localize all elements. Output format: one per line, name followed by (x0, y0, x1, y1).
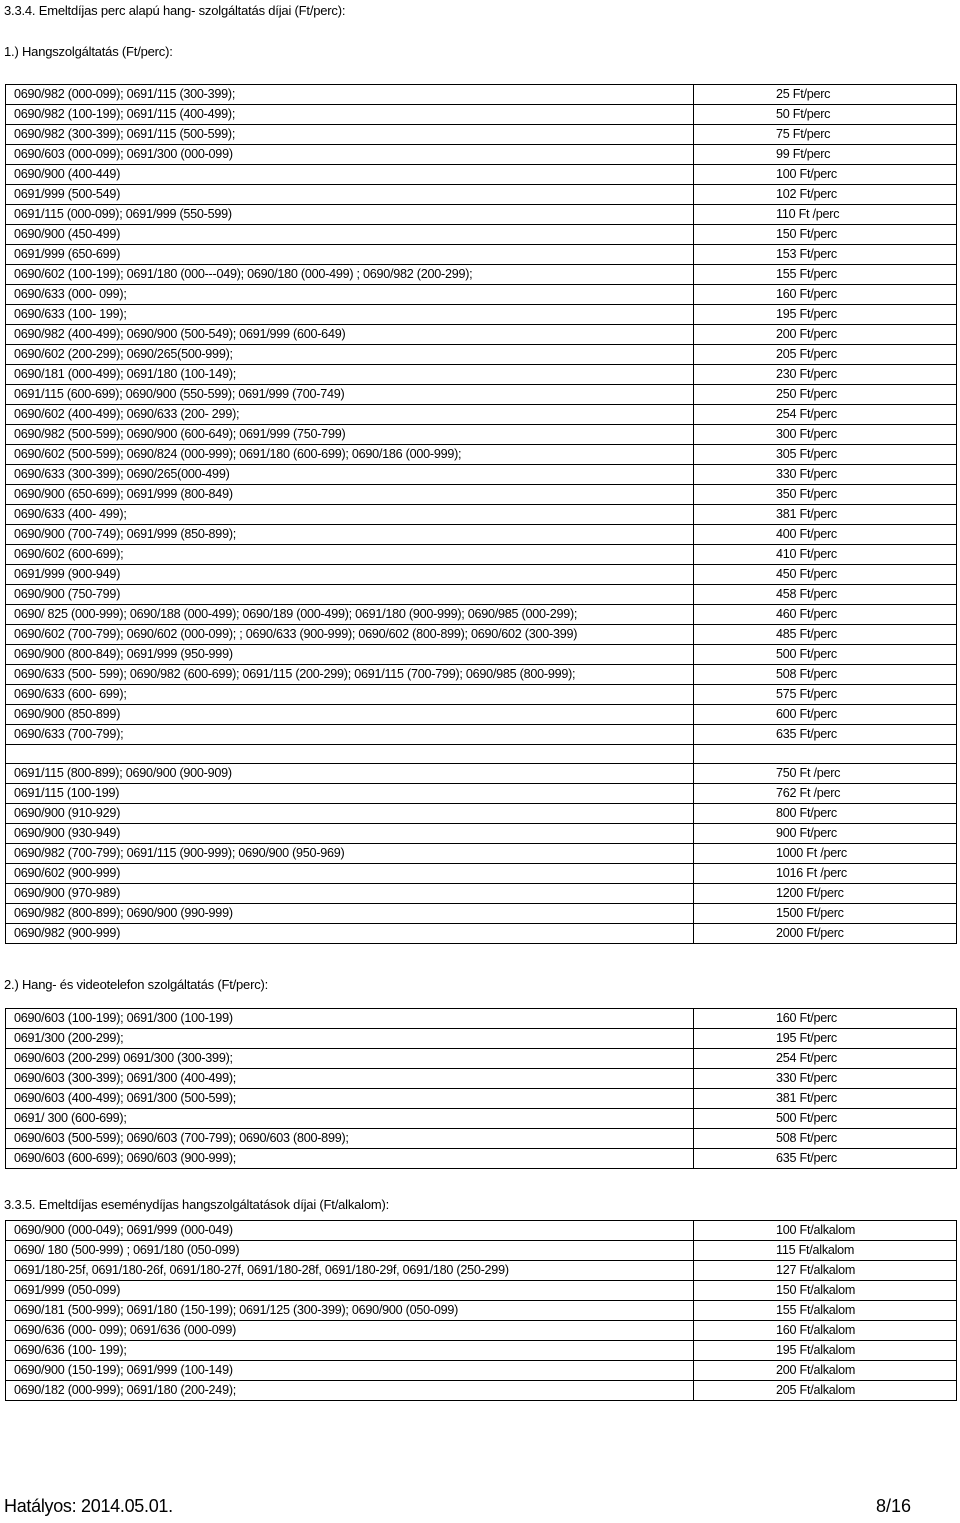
number-range-cell: 0690/603 (600-699); 0690/603 (900-999); (6, 1149, 694, 1169)
table-row (6, 465, 957, 485)
table-row (6, 265, 957, 285)
price-cell: 127 Ft/alkalom (694, 1261, 957, 1281)
price-cell: 155 Ft/perc (694, 265, 957, 285)
table-row (6, 365, 957, 385)
number-range-cell: 0690/900 (700-749); 0691/999 (850-899); (6, 525, 694, 545)
table-row (6, 1381, 957, 1401)
section-title-voice: 1.) Hangszolgáltatás (Ft/perc): (4, 44, 173, 59)
section-title-event: 3.3.5. Emeltdíjas eseménydíjas hangszolgáltatások díjai (Ft/alkalom): (4, 1197, 390, 1212)
price-cell: 153 Ft/perc (694, 245, 957, 265)
number-range-cell: 0690/603 (000-099); 0691/300 (000-099) (6, 145, 694, 165)
table-row (6, 745, 957, 764)
number-range-cell: 0691/999 (500-549) (6, 185, 694, 205)
price-cell: 254 Ft/perc (694, 1049, 957, 1069)
number-range-cell: 0690/603 (500-599); 0690/603 (700-799); 0690/603 (800-899); (6, 1129, 694, 1149)
price-cell: 150 Ft/alkalom (694, 1281, 957, 1301)
table-row (6, 1109, 957, 1129)
number-range-cell: 0690/602 (500-599); 0690/824 (000-999); 0691/180 (600-699); 0690/186 (000-999); (6, 445, 694, 465)
number-range-cell: 0690/633 (300-399); 0690/265(000-499) (6, 465, 694, 485)
price-cell: 110 Ft /perc (694, 205, 957, 225)
price-cell: 75 Ft/perc (694, 125, 957, 145)
price-cell: 155 Ft/alkalom (694, 1301, 957, 1321)
price-cell: 458 Ft/perc (694, 585, 957, 605)
number-range-cell: 0690/603 (400-499); 0691/300 (500-599); (6, 1089, 694, 1109)
table-row (6, 1009, 957, 1029)
table-row (6, 864, 957, 884)
number-range-cell: 0690/ 180 (500-999) ; 0691/180 (050-099) (6, 1241, 694, 1261)
table-row (6, 924, 957, 944)
table-row (6, 525, 957, 545)
price-cell: 900 Ft/perc (694, 824, 957, 844)
number-range-cell: 0690/603 (100-199); 0691/300 (100-199) (6, 1009, 694, 1029)
number-range-cell: 0690/633 (100- 199); (6, 305, 694, 325)
number-range-cell: 0690/900 (450-499) (6, 225, 694, 245)
price-cell: 330 Ft/perc (694, 465, 957, 485)
number-range-cell: 0690/602 (900-999) (6, 864, 694, 884)
table-row (6, 165, 957, 185)
number-range-cell: 0690/900 (000-049); 0691/999 (000-049) (6, 1221, 694, 1241)
price-cell: 410 Ft/perc (694, 545, 957, 565)
table-row (6, 485, 957, 505)
price-cell: 100 Ft/alkalom (694, 1221, 957, 1241)
videophone-price-rows (6, 1009, 957, 1169)
table-row (6, 824, 957, 844)
table-row (6, 185, 957, 205)
number-range-cell: 0690/633 (000- 099); (6, 285, 694, 305)
table-row (6, 325, 957, 345)
price-cell: 305 Ft/perc (694, 445, 957, 465)
price-cell: 500 Ft/perc (694, 1109, 957, 1129)
number-range-cell: 0690/636 (000- 099); 0691/636 (000-099) (6, 1321, 694, 1341)
table-row (6, 645, 957, 665)
table-row (6, 1341, 957, 1361)
price-cell: 25 Ft/perc (694, 85, 957, 105)
videophone-price-table (5, 1008, 957, 1169)
table-row (6, 345, 957, 365)
number-range-cell: 0690/900 (400-449) (6, 165, 694, 185)
number-range-cell: 0690/982 (400-499); 0690/900 (500-549); 0691/999 (600-649) (6, 325, 694, 345)
table-row (6, 665, 957, 685)
table-row (6, 1029, 957, 1049)
number-range-cell: 0690/982 (500-599); 0690/900 (600-649); 0691/999 (750-799) (6, 425, 694, 445)
price-cell: 205 Ft/alkalom (694, 1381, 957, 1401)
table-row (6, 1129, 957, 1149)
price-cell: 500 Ft/perc (694, 645, 957, 665)
number-range-cell: 0690/900 (850-899) (6, 705, 694, 725)
table-row (6, 784, 957, 804)
number-range-cell: 0690/633 (500- 599); 0690/982 (600-699); 0691/115 (200-299); 0691/115 (700-799); 0690/985 (800-999); (6, 665, 694, 685)
price-cell: 381 Ft/perc (694, 1089, 957, 1109)
price-cell: 195 Ft/perc (694, 1029, 957, 1049)
price-cell: 600 Ft/perc (694, 705, 957, 725)
table-row (6, 245, 957, 265)
table-row (6, 1089, 957, 1109)
table-row (6, 125, 957, 145)
price-cell: 150 Ft/perc (694, 225, 957, 245)
number-range-cell: 0690/900 (970-989) (6, 884, 694, 904)
table-row (6, 105, 957, 125)
number-range-cell: 0690/633 (700-799); (6, 725, 694, 745)
table-row (6, 804, 957, 824)
price-cell: 160 Ft/perc (694, 1009, 957, 1029)
price-cell: 330 Ft/perc (694, 1069, 957, 1089)
number-range-cell: 0690/633 (600- 699); (6, 685, 694, 705)
number-range-cell: 0691/180-25f, 0691/180-26f, 0691/180-27f, 0691/180-28f, 0691/180-29f, 0691/180 (250-299) (6, 1261, 694, 1281)
price-cell: 230 Ft/perc (694, 365, 957, 385)
price-cell: 115 Ft/alkalom (694, 1241, 957, 1261)
section-title-videophone: 2.) Hang- és videotelefon szolgáltatás (Ft/perc): (4, 977, 269, 992)
price-cell: 200 Ft/perc (694, 325, 957, 345)
number-range-cell: 0690/602 (600-699); (6, 545, 694, 565)
number-range-cell: 0690/602 (200-299); 0690/265(500-999); (6, 345, 694, 365)
table-row (6, 145, 957, 165)
number-range-cell: 0691/999 (050-099) (6, 1281, 694, 1301)
page-heading: 3.3.4. Emeltdíjas perc alapú hang- szolgáltatás díjai (Ft/perc): (4, 3, 346, 18)
table-row (6, 1281, 957, 1301)
table-row (6, 1069, 957, 1089)
price-cell: 254 Ft/perc (694, 405, 957, 425)
price-cell: 508 Ft/perc (694, 1129, 957, 1149)
table-row (6, 1361, 957, 1381)
table-row (6, 285, 957, 305)
number-range-cell: 0690/ 825 (000-999); 0690/188 (000-499); 0690/189 (000-499); 0691/180 (900-999); 0690/985 (000-299); (6, 605, 694, 625)
table-row (6, 725, 957, 745)
voice-price-table (5, 84, 957, 944)
table-row (6, 1149, 957, 1169)
number-range-cell: 0691/115 (100-199) (6, 784, 694, 804)
price-cell: 635 Ft/perc (694, 725, 957, 745)
table-row (6, 85, 957, 105)
number-range-cell: 0690/602 (100-199); 0691/180 (000---049); 0690/180 (000-499) ; 0690/982 (200-299); (6, 265, 694, 285)
table-row (6, 904, 957, 924)
price-cell: 350 Ft/perc (694, 485, 957, 505)
table-row (6, 425, 957, 445)
price-cell: 1016 Ft /perc (694, 864, 957, 884)
table-row (6, 205, 957, 225)
price-cell: 400 Ft/perc (694, 525, 957, 545)
price-cell: 575 Ft/perc (694, 685, 957, 705)
footer-effective-date: Hatályos: 2014.05.01. (4, 1496, 173, 1516)
price-cell: 102 Ft/perc (694, 185, 957, 205)
table-row (6, 605, 957, 625)
table-row (6, 884, 957, 904)
number-range-cell: 0691/115 (800-899); 0690/900 (900-909) (6, 764, 694, 784)
table-row (6, 385, 957, 405)
number-range-cell: 0690/602 (700-799); 0690/602 (000-099); ; 0690/633 (900-999); 0690/602 (800-899); 0690/602 (300-399) (6, 625, 694, 645)
price-cell: 200 Ft/alkalom (694, 1361, 957, 1381)
price-cell: 205 Ft/perc (694, 345, 957, 365)
number-range-cell: 0691/115 (000-099); 0691/999 (550-599) (6, 205, 694, 225)
table-row (6, 1261, 957, 1281)
table-row (6, 445, 957, 465)
price-cell: 1500 Ft/perc (694, 904, 957, 924)
voice-price-rows (6, 85, 957, 944)
event-price-table (5, 1220, 957, 1401)
table-row (6, 585, 957, 605)
number-range-cell: 0690/900 (650-699); 0691/999 (800-849) (6, 485, 694, 505)
number-range-cell: 0690/900 (150-199); 0691/999 (100-149) (6, 1361, 694, 1381)
table-row (6, 1301, 957, 1321)
table-row (6, 1049, 957, 1069)
table-row (6, 225, 957, 245)
price-cell: 2000 Ft/perc (694, 924, 957, 944)
number-range-cell: 0690/900 (930-949) (6, 824, 694, 844)
price-cell: 195 Ft/alkalom (694, 1341, 957, 1361)
number-range-cell: 0690/900 (800-849); 0691/999 (950-999) (6, 645, 694, 665)
number-range-cell: 0690/636 (100- 199); (6, 1341, 694, 1361)
price-cell: 195 Ft/perc (694, 305, 957, 325)
number-range-cell: 0690/633 (400- 499); (6, 505, 694, 525)
number-range-cell: 0691/ 300 (600-699); (6, 1109, 694, 1129)
table-row (6, 305, 957, 325)
price-cell: 160 Ft/perc (694, 285, 957, 305)
table-row (6, 405, 957, 425)
number-range-cell: 0690/602 (400-499); 0690/633 (200- 299); (6, 405, 694, 425)
number-range-cell: 0691/300 (200-299); (6, 1029, 694, 1049)
price-cell: 460 Ft/perc (694, 605, 957, 625)
table-row (6, 565, 957, 585)
table-row (6, 764, 957, 784)
number-range-cell: 0691/999 (900-949) (6, 565, 694, 585)
price-cell: 800 Ft/perc (694, 804, 957, 824)
number-range-cell: 0690/900 (910-929) (6, 804, 694, 824)
price-cell: 762 Ft /perc (694, 784, 957, 804)
table-row (6, 1241, 957, 1261)
price-cell: 1200 Ft/perc (694, 884, 957, 904)
number-range-cell: 0690/181 (000-499); 0691/180 (100-149); (6, 365, 694, 385)
table-row (6, 505, 957, 525)
event-price-rows (6, 1221, 957, 1401)
price-cell: 750 Ft /perc (694, 764, 957, 784)
number-range-cell: 0690/181 (500-999); 0691/180 (150-199); 0691/125 (300-399); 0690/900 (050-099) (6, 1301, 694, 1321)
number-range-cell: 0690/603 (300-399); 0691/300 (400-499); (6, 1069, 694, 1089)
price-cell: 1000 Ft /perc (694, 844, 957, 864)
number-range-cell: 0691/115 (600-699); 0690/900 (550-599); 0691/999 (700-749) (6, 385, 694, 405)
price-cell: 99 Ft/perc (694, 145, 957, 165)
table-row (6, 545, 957, 565)
number-range-cell: 0690/982 (700-799); 0691/115 (900-999); 0690/900 (950-969) (6, 844, 694, 864)
price-cell: 381 Ft/perc (694, 505, 957, 525)
table-row (6, 844, 957, 864)
number-range-cell: 0691/999 (650-699) (6, 245, 694, 265)
price-cell: 50 Ft/perc (694, 105, 957, 125)
price-cell: 160 Ft/alkalom (694, 1321, 957, 1341)
price-cell: 450 Ft/perc (694, 565, 957, 585)
number-range-cell: 0690/982 (100-199); 0691/115 (400-499); (6, 105, 694, 125)
price-cell: 635 Ft/perc (694, 1149, 957, 1169)
table-row (6, 625, 957, 645)
table-row (6, 685, 957, 705)
table-row (6, 1321, 957, 1341)
price-cell: 508 Ft/perc (694, 665, 957, 685)
price-cell: 250 Ft/perc (694, 385, 957, 405)
price-cell: 100 Ft/perc (694, 165, 957, 185)
price-cell (694, 745, 957, 764)
number-range-cell (6, 745, 694, 764)
price-cell: 300 Ft/perc (694, 425, 957, 445)
footer-page-number: 8/16 (876, 1496, 912, 1516)
number-range-cell: 0690/900 (750-799) (6, 585, 694, 605)
number-range-cell: 0690/982 (000-099); 0691/115 (300-399); (6, 85, 694, 105)
table-row (6, 705, 957, 725)
number-range-cell: 0690/982 (300-399); 0691/115 (500-599); (6, 125, 694, 145)
table-row (6, 1221, 957, 1241)
price-cell: 485 Ft/perc (694, 625, 957, 645)
number-range-cell: 0690/182 (000-999); 0691/180 (200-249); (6, 1381, 694, 1401)
number-range-cell: 0690/982 (800-899); 0690/900 (990-999) (6, 904, 694, 924)
number-range-cell: 0690/603 (200-299) 0691/300 (300-399); (6, 1049, 694, 1069)
number-range-cell: 0690/982 (900-999) (6, 924, 694, 944)
